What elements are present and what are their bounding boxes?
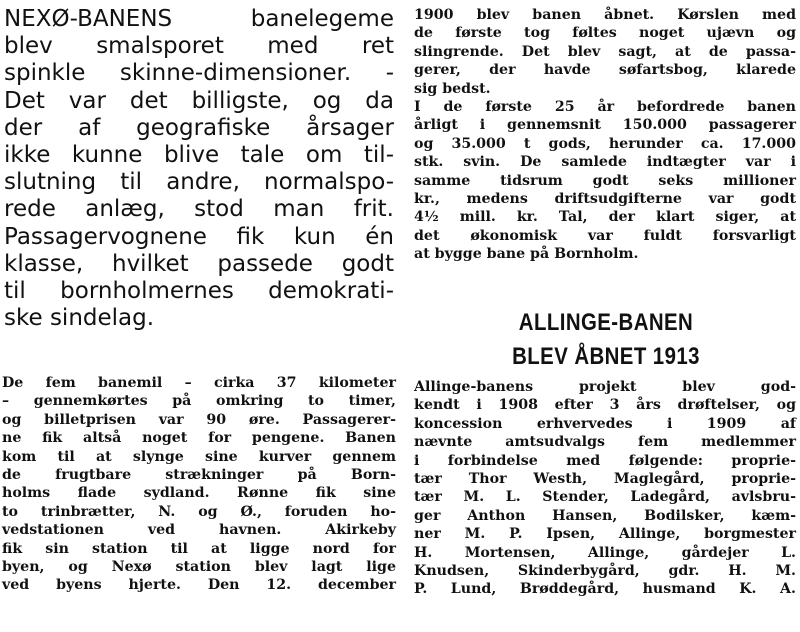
body-line: fik sin station til at ligge nord for: [2, 540, 396, 557]
body-line: tær M. L. Stender, Ladegård, avlsbru-: [414, 489, 796, 506]
body-line: det økonomisk var fuldt forsvarligt: [414, 227, 796, 244]
heading-line: BLEV ÅBNET 1913: [512, 343, 700, 370]
body-line: ger Anthon Hansen, Bodilsker, kæm-: [414, 507, 796, 524]
body-line: to trinbrætter, N. og Ø., foruden ho-: [2, 503, 396, 520]
lead-line: rede anlæg, stod man frit.: [4, 196, 394, 223]
body-line: kom til at slynge sine kurver gennem: [2, 448, 396, 465]
body-line: Knudsen, Skinderbygård, gdr. H. M.: [414, 563, 796, 580]
body-line: sig bedst.: [414, 80, 491, 97]
lead-line: Det var det billigste, og da: [4, 87, 394, 114]
lead-line: ikke kunne blive tale om til-: [4, 142, 394, 169]
body-line: kr., medens driftsudgifterne var godt: [414, 191, 796, 208]
heading-line: ALLINGE-BANEN: [518, 309, 694, 336]
body-paragraph-left: [2, 374, 396, 595]
body-line: tær Thor Westh, Maglegård, proprie-: [414, 471, 796, 488]
body-line: stk. svin. De samlede indtægter var i: [414, 154, 796, 171]
lead-line: spinkle skinne-dimensioner. -: [4, 60, 394, 87]
body-line: De fem banemil – cirka 37 kilometer: [2, 375, 396, 391]
body-line: 4½ mill. kr. Tal, der klart siger, at: [414, 209, 796, 226]
lead-line: blev smalsporet med ret: [4, 33, 394, 60]
body-line: i forbindelse med følgende: proprie-: [414, 452, 796, 469]
body-line: H. Mortensen, Allinge, gårdejer L.: [414, 544, 796, 561]
body-line: – gennemkørtes på omkring to timer,: [2, 393, 396, 410]
lead-line: til bornholmernes demokrati-: [4, 278, 394, 305]
body-line: at bygge bane på Bornholm.: [414, 246, 639, 263]
section-heading: [441, 306, 771, 374]
lead-line: Passagervognene fik kun én: [4, 223, 394, 250]
body-line: byen, og Nexø station blev lagt lige: [2, 559, 396, 576]
body-line: kendt i 1908 efter 3 års drøftelser, og: [414, 397, 796, 414]
lead-line: slutning til andre, normalspo-: [4, 169, 394, 196]
lead-paragraph: [4, 6, 394, 332]
body-line: slingrende. Det blev sagt, at de passa-: [414, 43, 796, 60]
lead-line: klasse, hvilket passede godt: [4, 250, 394, 277]
body-line: årligt i gennemsnit 150.000 passagerer: [414, 117, 796, 134]
body-line: nævnte amtsudvalgs fem medlemmer: [414, 434, 796, 451]
lead-line: NEXØ-BANENS banelegeme: [4, 6, 394, 32]
body-paragraph-right-top: [414, 6, 796, 264]
body-line: vedstationen ved havnen. Akirkeby: [2, 522, 396, 539]
body-line: og 35.000 t gods, herunder ca. 17.000: [414, 135, 796, 152]
body-line: samme tidsrum godt seks millioner: [414, 172, 796, 189]
body-line: de frugtbare strækninger på Born-: [2, 467, 396, 484]
body-line: ne fik altså noget for pengene. Banen: [2, 430, 396, 447]
body-line: og billetprisen var 90 øre. Passagerer-: [2, 411, 396, 428]
body-line: I de første 25 år befordrede banen: [414, 99, 796, 116]
body-line: holms flade sydland. Rønne fik sine: [2, 485, 396, 502]
body-line: ner M. P. Ipsen, Allinge, borgmester: [414, 526, 796, 543]
body-line: gerer, der havde søfartsbog, klarede: [414, 62, 796, 79]
body-line: ved byens hjerte. Den 12. december: [2, 577, 396, 594]
body-line: P. Lund, Brøddegård, husmand K. A.: [414, 581, 796, 598]
body-line: 1900 blev banen åbnet. Kørslen med: [414, 7, 796, 23]
lead-line: ske sindelag.: [4, 305, 155, 332]
body-paragraph-right-bottom: [414, 378, 796, 599]
body-line: Allinge-banens projekt blev god-: [414, 379, 796, 395]
body-line: koncession erhvervedes i 1909 af: [414, 415, 796, 432]
body-line: de første tog føltes noget ujævn og: [414, 25, 796, 42]
lead-line: der af geografiske årsager: [4, 114, 394, 141]
